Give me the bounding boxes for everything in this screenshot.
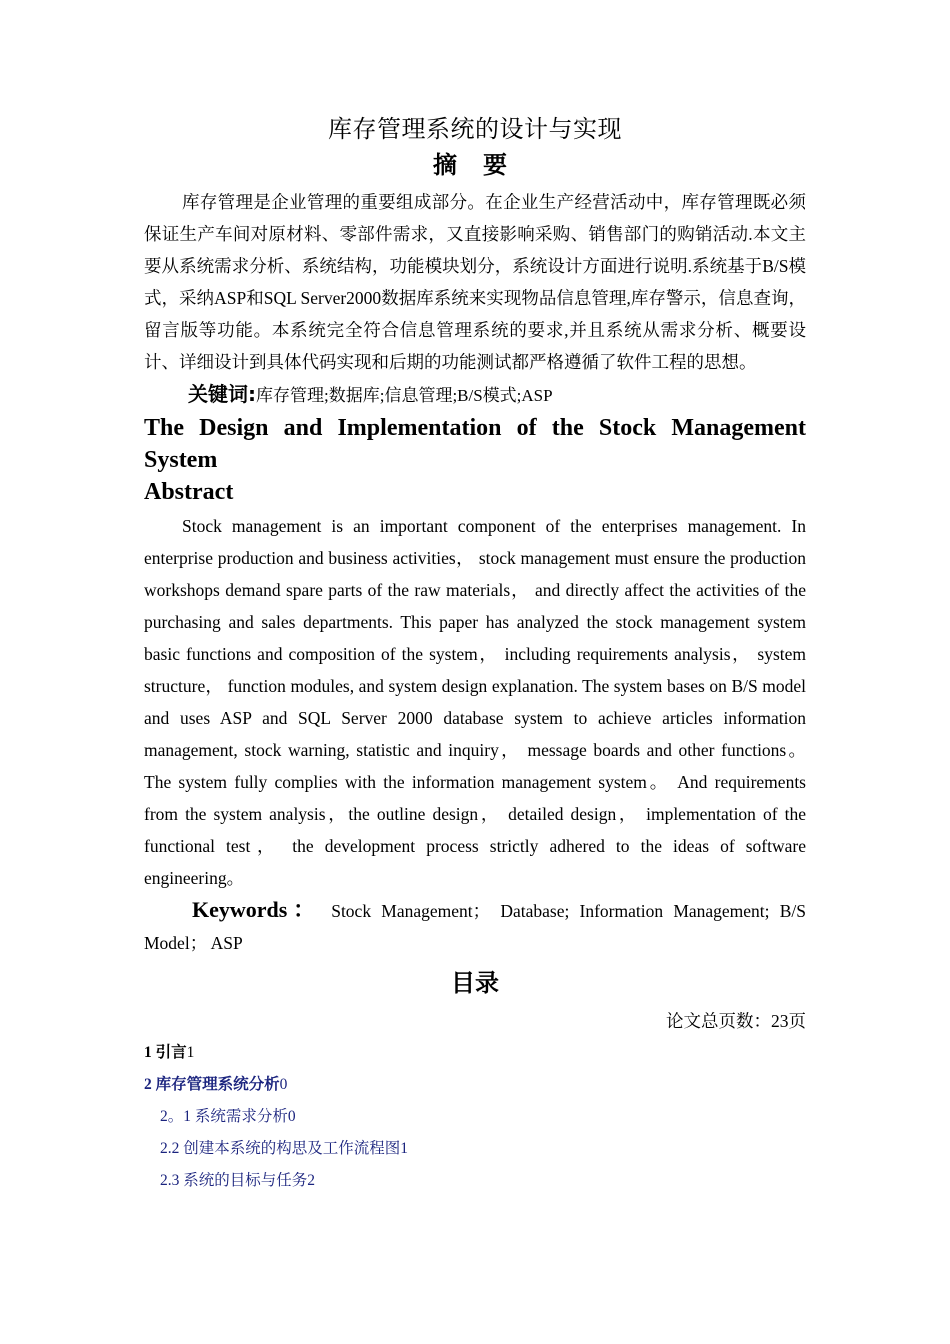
en-keywords-value: Stock Management； Database; Information Management; B/S Model； ASP — [144, 901, 807, 953]
cn-abstract-text: 库存管理是企业管理的重要组成部分。在企业生产经营活动中，库存管理既必须保证生产车间对原材料、零部件需求，又直接影响采购、销售部门的购销活动.本文主要从系统需求分析、系统结构，功能模块划分，系统设计方面进行说明.系统基于B/S模式，采纳ASP和SQL Server2000数据库系统来实现物品信息管理,库存警示，信息查询，留言版等功能。本系统完全符合信息管理系统的要求,并且系统从需求分析、概要设计、详细设计到具体代码实现和后期的功能测试都严格遵循了软件工程的思想。 — [144, 192, 806, 372]
toc-entry-label: 引言 — [155, 1044, 187, 1061]
cn-keywords — [144, 378, 806, 412]
toc-entry-number: 1 — [144, 1044, 152, 1061]
cn-title: 库存管理系统的设计与实现 — [328, 117, 622, 143]
toc-entry[interactable] — [144, 1165, 806, 1197]
toc-entry-page: 1 — [186, 1044, 195, 1061]
table-of-contents — [144, 1037, 806, 1197]
toc-entry-number: 2.3 — [160, 1172, 180, 1189]
toc-entry[interactable] — [144, 1069, 806, 1101]
toc-entry-label: 系统的目标与任务 — [183, 1172, 308, 1189]
toc-title: 目录 — [451, 969, 499, 997]
toc-entry[interactable] — [144, 1037, 806, 1069]
toc-entry-page: 0 — [279, 1076, 288, 1093]
toc-entry-page: 2 — [307, 1172, 316, 1189]
en-abstract-text: Stock management is an important component of the enterprises management. In enterprise production and business activities， stock management must ensure the production workshops demand spare parts of the raw materials， and directly affect the activities of the purchasing and sales departments. This paper has analyzed the stock management system basic functions and composition of the system， including requirements analysis， system structure， function modules, and system design explanation. The system bases on B/S model and uses ASP and SQL Server 2000 database system to achieve articles information management, stock warning, statistic and inquiry， message boards and other functions。 The system fully complies with the information management system。 And requirements from the system analysis，the outline design， detailed design， implementation of the functional test， the development process strictly adhered to the ideas of software engineering。 — [144, 516, 806, 888]
toc-entry[interactable] — [144, 1101, 806, 1133]
toc-entry[interactable] — [144, 1133, 806, 1165]
toc-entry-label: 库存管理系统分析 — [155, 1076, 280, 1093]
en-keywords-label: Keywords： — [192, 897, 321, 922]
toc-entry-page: 0 — [287, 1108, 296, 1125]
document-page — [144, 112, 806, 1197]
toc-entry-number: 2。1 — [160, 1108, 192, 1125]
en-keywords — [144, 894, 806, 959]
cn-keywords-label: 关键词: — [188, 382, 256, 406]
toc-entry-label: 创建本系统的构思及工作流程图 — [183, 1140, 401, 1157]
en-title: The Design and Implementation of the Stock Management System — [144, 415, 806, 473]
en-abstract-heading: Abstract — [144, 479, 234, 505]
total-pages: 论文总页数：23页 — [666, 1011, 806, 1031]
toc-entry-number: 2.2 — [160, 1140, 180, 1157]
toc-entry-number: 2 — [144, 1076, 152, 1093]
toc-entry-label: 系统需求分析 — [194, 1108, 288, 1125]
cn-keywords-value: 库存管理;数据库;信息管理;B/S模式;ASP — [256, 386, 553, 405]
cn-abstract-heading: 摘 要 — [433, 153, 517, 179]
toc-entry-page: 1 — [400, 1140, 409, 1157]
